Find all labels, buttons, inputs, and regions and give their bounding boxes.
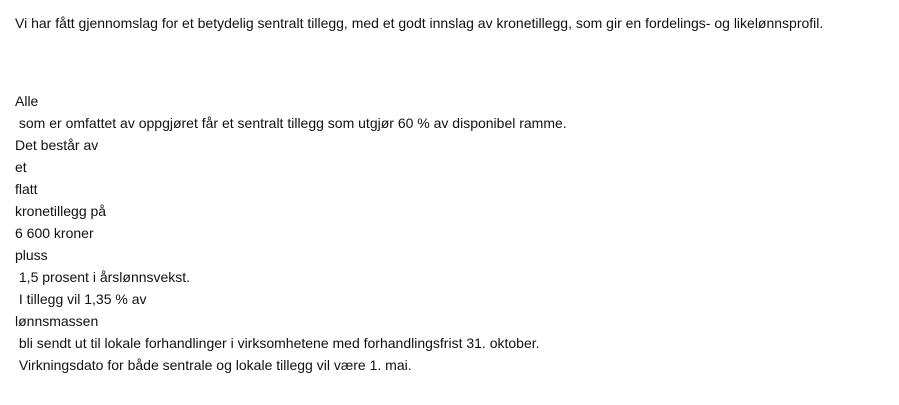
intro-paragraph: Vi har fått gjennomslag for et betydelig sentralt tillegg, med et godt innslag av kronetillegg, som gir en fordelings- og likelønnsprofil.	[15, 15, 824, 31]
text-line: 1,5 prosent i årslønnsvekst.	[15, 269, 191, 285]
text-line: I tillegg vil 1,35 % av	[15, 291, 147, 307]
text-line: Det består av	[15, 137, 99, 153]
text-line: et	[15, 159, 27, 175]
text-line: 6 600 kroner	[15, 225, 94, 241]
text-line: Alle	[15, 93, 39, 109]
text-line: kronetillegg på	[15, 203, 107, 219]
text-line: pluss	[15, 247, 48, 263]
text-line: flatt	[15, 181, 38, 197]
text-line: Virkningsdato for både sentrale og lokale tillegg vil være 1. mai.	[15, 357, 412, 373]
text-line: bli sendt ut til lokale forhandlinger i virksomhetene med forhandlingsfrist 31. oktober.	[15, 335, 540, 351]
body-text	[15, 90, 567, 376]
text-line: lønnsmassen	[15, 313, 99, 329]
text-line: som er omfattet av oppgjøret får et sentralt tillegg som utgjør 60 % av disponibel ramme.	[15, 115, 567, 131]
